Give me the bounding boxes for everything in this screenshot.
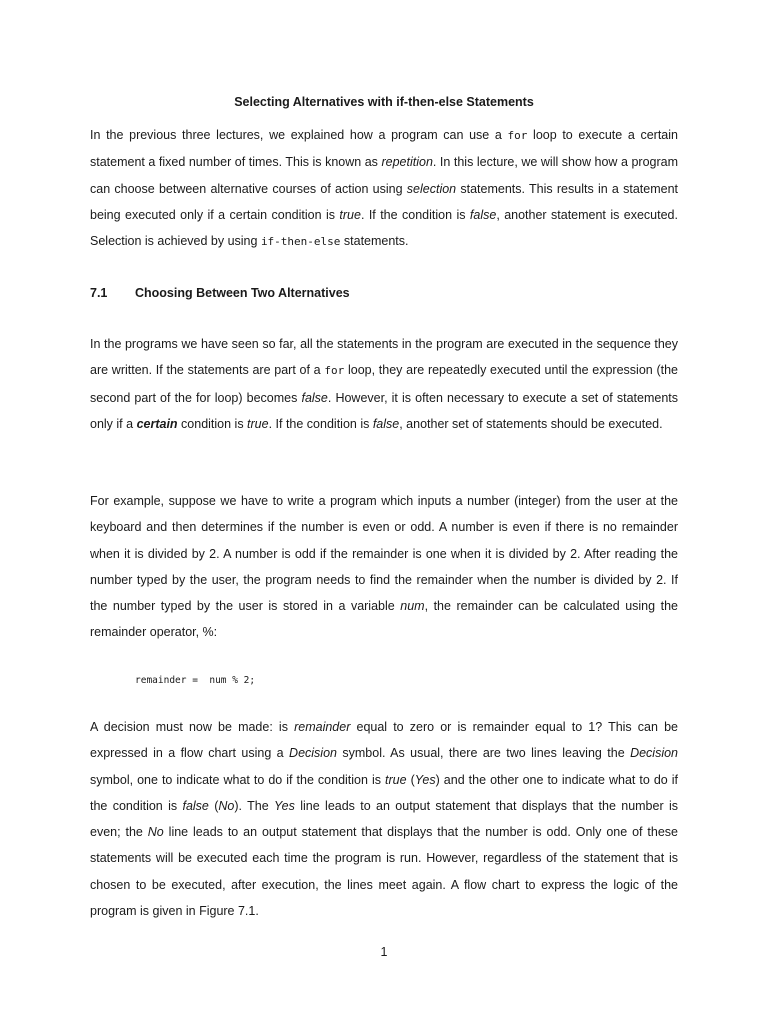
emphasis-decision: Decision (289, 746, 337, 761)
intro-text: In the previous three lectures, we explained how a program can use a (90, 128, 508, 142)
emphasis-no: No (147, 825, 164, 840)
code-remainder: remainder = num % 2; (135, 675, 256, 686)
intro-text: statements. (340, 234, 409, 249)
paragraph-text: ( (406, 772, 415, 787)
section-title: Choosing Between Two Alternatives (135, 286, 350, 300)
document-page (90, 0, 678, 1024)
paragraph-text: line leads to an output statement that displays that the number is odd. Only one of these statements will be executed each time the program is run. However, regardless of the statement that is chosen to be executed, after execution, the lines meet again. A flow chart to express the logic of the program is given in Figure 7.1. (90, 825, 679, 919)
emphasis-selection: selection (406, 181, 457, 196)
paragraph-text: symbol, one to indicate what to do if the condition is (90, 772, 386, 787)
intro-paragraph (90, 122, 678, 255)
inline-code-for: for (507, 129, 528, 142)
emphasis-true: true (339, 207, 361, 222)
document-title: Selecting Alternatives with if-then-else Statements (234, 95, 534, 109)
intro-text: loop to execute a certain statement a fixed number of times. This is known as (90, 128, 678, 170)
paragraph-text: condition is (177, 416, 248, 431)
emphasis-certain: certain (136, 416, 178, 431)
emphasis-true: true (385, 772, 407, 787)
page-number: 1 (380, 945, 388, 959)
emphasis-no: No (218, 798, 235, 813)
paragraph-text: loop, they are repeatedly executed until the expression (the second part of the for loop) becomes (90, 363, 678, 405)
emphasis-num: num (400, 599, 425, 614)
paragraph-example (90, 488, 678, 646)
paragraph-decision (90, 714, 678, 924)
inline-code-for: for (324, 364, 345, 378)
paragraph-text: line leads to an output statement that displays that the number is even; the (90, 798, 678, 840)
emphasis-yes: Yes (414, 772, 436, 787)
emphasis-yes: Yes (274, 798, 295, 813)
paragraph-text: ( (208, 798, 219, 813)
emphasis-false: false (301, 390, 328, 405)
paragraph-text: In the programs we have seen so far, all the statements in the program are executed in the sequence they are written. If the statements are part of a (90, 337, 678, 378)
emphasis-false: false (182, 798, 209, 813)
emphasis-true: true (247, 416, 269, 431)
intro-text: . In this lecture, we will show how a program can choose between alternative courses of action using (90, 155, 679, 196)
emphasis-false: false (372, 416, 400, 431)
emphasis-decision: Decision (630, 746, 678, 761)
paragraph-text: A decision must now be made: is (90, 720, 295, 734)
section-heading (90, 285, 350, 301)
intro-text: statements. This results in a statement being executed only if a certain condition is (90, 181, 678, 222)
intro-text: . If the condition is (360, 207, 470, 222)
emphasis-remainder: remainder (294, 720, 351, 734)
emphasis-repetition: repetition (381, 155, 433, 170)
paragraph-text: , the remainder can be calculated using the remainder operator, %: (90, 599, 678, 640)
emphasis-false: false (469, 207, 497, 222)
inline-code-if-then-else: if-then-else (260, 235, 341, 249)
paragraph-text: ). The (234, 798, 275, 813)
intro-text: , another statement is executed. Selection is achieved by using (90, 207, 678, 249)
paragraph-text: ) and the other one to indicate what to do if the condition is (90, 772, 679, 813)
paragraph-text: . If the condition is (268, 416, 373, 431)
paragraph-text: For example, suppose we have to write a program which inputs a number (integer) from the user at the keyboard and then determines if the number is even or odd. A number is even if there is no remainder when it is divided by 2. A number is odd if the remainder is one when it is divided by 2. After reading the number typed by the user, the program needs to find the remainder when the number is divided by 2. If the number typed by the user is stored in a variable (90, 494, 678, 614)
paragraph-text: symbol. As usual, there are two lines leaving the (336, 746, 631, 761)
section-number: 7.1 (90, 286, 108, 300)
paragraph-sequence (90, 331, 678, 437)
paragraph-text: equal to zero or is remainder equal to 1? This can be expressed in a flow chart using a (90, 720, 678, 761)
paragraph-text: , another set of statements should be executed. (399, 416, 663, 431)
paragraph-text: . However, it is often necessary to execute a set of statements only if a (90, 390, 679, 431)
